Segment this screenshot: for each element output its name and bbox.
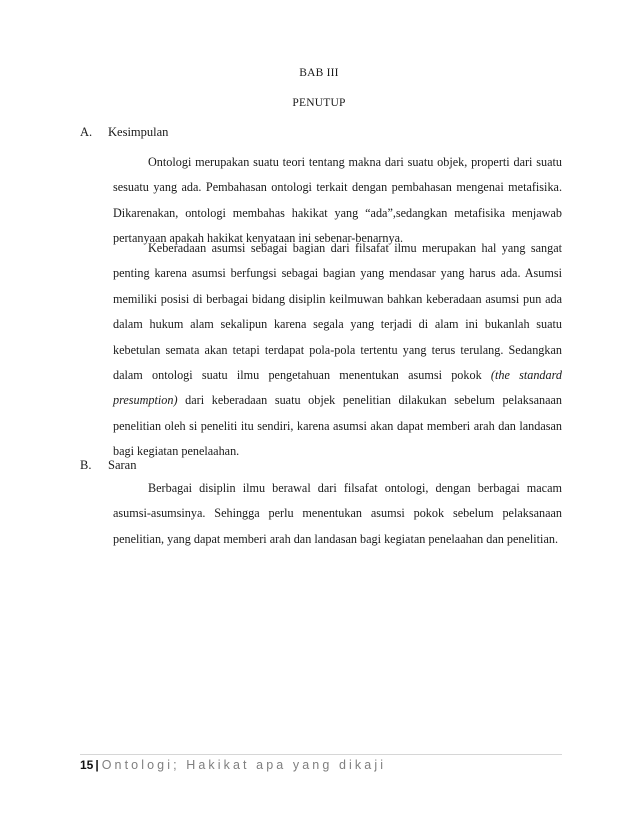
page-number: 15: [80, 758, 94, 772]
section-heading-saran: [80, 458, 136, 473]
paragraph-saran-1: Berbagai disiplin ilmu berawal dari filsafat ontologi, dengan berbagai macam asumsi-asumsinya. Sehingga perlu menentukan asumsi pokok sebelum pelaksanaan penelitian, yang dapat memberi arah dan landasan bagi kegiatan penelaahan dan penelitian.: [113, 481, 562, 546]
paragraph-kesimpulan-2: [113, 236, 562, 465]
section-title: Kesimpulan: [108, 125, 169, 139]
paragraph-text: Keberadaan asumsi sebagai bagian dari filsafat ilmu merupakan hal yang sangat penting karena asumsi berfungsi sebagai bagian yang mendasar yang harus ada. Asumsi memiliki posisi di berbagai bidang disiplin keilmuwan bahkan keberadaan asumsi pun ada dalam hukum alam sekalipun karena segala yang terjadi di alam ini bukanlah suatu kebetulan semata akan tetapi terdapat pola-pola tertentu yang terus terulang. Sedangkan dalam ontologi suatu ilmu pengetahuan menentukan asumsi pokok: [113, 241, 562, 383]
chapter-title: PENUTUP: [292, 97, 346, 109]
italic-term: (the standard presumption): [113, 368, 563, 408]
footer-separator: |: [95, 758, 99, 772]
section-title: Saran: [108, 458, 137, 472]
page-footer: [80, 758, 386, 772]
paragraph-text: dari keberadaan suatu objek penelitian dilakukan sebelum pelaksanaan penelitian oleh si peneliti itu sendiri, karena asumsi akan dapat memberi arah dan landasan bagi kegiatan penelaahan.: [113, 393, 562, 459]
paragraph-kesimpulan-1: Ontologi merupakan suatu teori tentang makna dari suatu objek, properti dari suatu sesuatu yang ada. Pembahasan ontologi terkait dengan pembahasan mengenai metafisika. Dikarenakan, ontologi membahas hakikat yang “ada”,sedangkan metafisika menjawab pertanyaan apakah hakikat kenyataan ini sebenar-benarnya.: [113, 155, 562, 246]
section-heading-kesimpulan: [80, 125, 168, 140]
section-letter: B.: [80, 458, 92, 472]
running-title: Ontologi; Hakikat apa yang dikaji: [101, 758, 387, 772]
footer-divider: [80, 754, 562, 755]
chapter-number: BAB III: [299, 67, 339, 79]
section-letter: A.: [80, 125, 93, 139]
